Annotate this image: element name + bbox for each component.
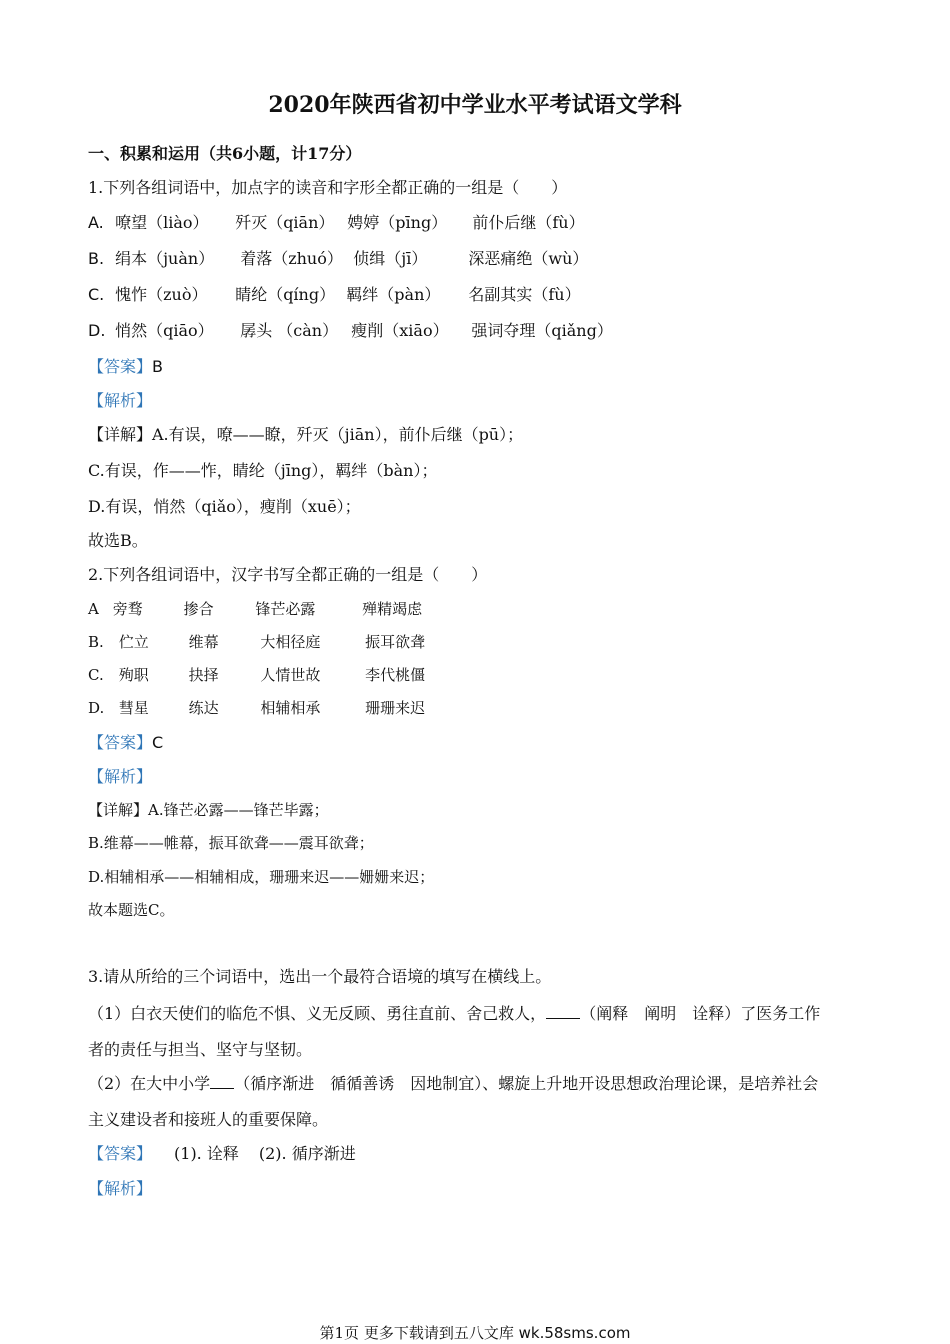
option-item: 强词夺理（qiǎng）	[471, 321, 613, 340]
q3-text: （2）在大中小学	[88, 1074, 211, 1093]
answer-tag: 【答案】	[88, 1144, 153, 1163]
option-item: 歼灭（qiān）	[235, 213, 335, 232]
q2-detail-line: D.相辅相承——相辅相成，珊珊来迟——姗姗来迟；	[88, 868, 435, 886]
option-item: 掺合	[183, 600, 214, 618]
option-item: 孱头 （càn）	[240, 321, 339, 340]
option-label: B.	[88, 249, 105, 268]
q1-analysis-tag: 【解析】	[88, 391, 153, 410]
q2-option-b	[88, 631, 425, 653]
option-item: 嘹望（liào）	[115, 213, 209, 232]
answer-tag: 【答案】	[88, 733, 153, 752]
option-item: 侦缉（jī）	[353, 249, 428, 268]
q2-detail-line: B.维幕——帷幕，振耳欲聋——震耳欲聋；	[88, 834, 374, 852]
q1-detail-line: 故选B。	[88, 531, 148, 550]
q1-option-d	[88, 320, 613, 342]
q2-option-c	[88, 664, 425, 686]
page-footer	[0, 1322, 950, 1343]
answer-value: B	[152, 357, 163, 376]
q2-stem: 2.下列各组词语中，汉字书写全都正确的一组是（ ）	[88, 565, 488, 584]
q3-stem: 3.请从所给的三个词语中，选出一个最符合语境的填写在横线上。	[88, 967, 552, 986]
option-item: 练达	[188, 699, 219, 717]
q3-text: （1）白衣天使们的临危不惧、义无反顾、勇往直前、舍己救人，	[88, 1004, 547, 1023]
q2-detail-line: 【详解】A.锋芒必露——锋芒毕露；	[88, 801, 329, 819]
option-item: 殚精竭虑	[362, 600, 423, 618]
document-title: 2020年陕西省初中学业水平考试语文学科	[268, 92, 682, 118]
footer-text: 第1页 更多下载请到五八文库	[319, 1324, 514, 1342]
answer-value: (1). 诠释	[174, 1144, 239, 1163]
option-item: 愧怍（zuò）	[115, 285, 208, 304]
option-item: 振耳欲聋	[365, 633, 426, 651]
option-label: D.	[88, 321, 106, 340]
answer-value: (2). 循序渐进	[258, 1144, 356, 1163]
q3-part1-continued: 者的责任与担当、坚守与坚韧。	[88, 1040, 313, 1059]
option-item: 大相径庭	[260, 633, 321, 651]
q3-part1	[88, 1002, 820, 1025]
option-item: 李代桃僵	[365, 666, 426, 684]
footer-link[interactable]: wk.58sms.com	[518, 1324, 631, 1342]
q2-detail-line: 故本题选C。	[88, 901, 175, 919]
option-item: 彗星	[118, 699, 149, 717]
q1-answer	[88, 356, 163, 378]
option-item: 瘦削（xiāo）	[351, 321, 449, 340]
section-heading: 一、积累和运用（共6小题，计17分）	[88, 144, 362, 163]
option-label: A.	[88, 213, 104, 232]
q2-analysis-tag: 【解析】	[88, 767, 153, 786]
option-item: 名副其实（fù）	[468, 285, 581, 304]
option-item: 睛纶（qíng）	[235, 285, 336, 304]
option-item: 着落（zhuó）	[240, 249, 343, 268]
option-item: 悄然（qiāo）	[115, 321, 214, 340]
option-item: 深恶痛绝（wù）	[468, 249, 589, 268]
q3-answer	[88, 1143, 356, 1165]
q3-part2-continued: 主义建设者和接班人的重要保障。	[88, 1110, 329, 1129]
q2-answer	[88, 732, 163, 754]
answer-tag: 【答案】	[88, 357, 153, 376]
option-label: D.	[88, 699, 105, 717]
q2-option-d	[88, 697, 425, 719]
q1-option-c	[88, 284, 581, 306]
q1-detail-line: C.有误，作——怍，睛纶（jīng），羁绊（bàn）；	[88, 461, 438, 480]
q1-stem: 1.下列各组词语中，加点字的读音和字形全都正确的一组是（ ）	[88, 178, 568, 197]
answer-value: C	[152, 733, 164, 752]
fill-blank	[210, 1072, 234, 1089]
q3-analysis-tag: 【解析】	[88, 1179, 153, 1198]
option-item: 珊珊来迟	[365, 699, 426, 717]
q2-option-a	[88, 598, 422, 620]
option-item: 殉职	[118, 666, 149, 684]
option-label: C.	[88, 666, 104, 684]
option-item: 旁骛	[112, 600, 143, 618]
option-item: 人情世故	[260, 666, 321, 684]
option-item: 维幕	[188, 633, 219, 651]
option-item: 前仆后继（fù）	[472, 213, 585, 232]
q1-option-b	[88, 248, 588, 270]
fill-blank	[546, 1002, 580, 1019]
option-label: C.	[88, 285, 105, 304]
q1-option-a	[88, 212, 585, 234]
q3-text: （阐释 阐明 诠释）了医务工作	[580, 1004, 821, 1023]
q1-detail-line: D.有误，悄然（qiǎo），瘦削（xuē）；	[88, 497, 361, 516]
q3-text: （循序渐进 循循善诱 因地制宜）、螺旋上升地开设思想政治理论课，是培养社会	[234, 1074, 819, 1093]
option-label: A	[88, 600, 99, 618]
option-item: 娉婷（pīng）	[347, 213, 448, 232]
option-item: 抉择	[188, 666, 219, 684]
option-item: 伫立	[118, 633, 149, 651]
option-item: 相辅相承	[260, 699, 321, 717]
q1-detail-line: 【详解】A.有误，嘹——瞭，歼灭（jiān），前仆后继（pū）；	[88, 425, 524, 444]
option-item: 锋芒必露	[255, 600, 316, 618]
option-label: B.	[88, 633, 104, 651]
option-item: 绢本（juàn）	[115, 249, 215, 268]
option-item: 羁绊（pàn）	[346, 285, 441, 304]
q3-part2	[88, 1072, 818, 1095]
